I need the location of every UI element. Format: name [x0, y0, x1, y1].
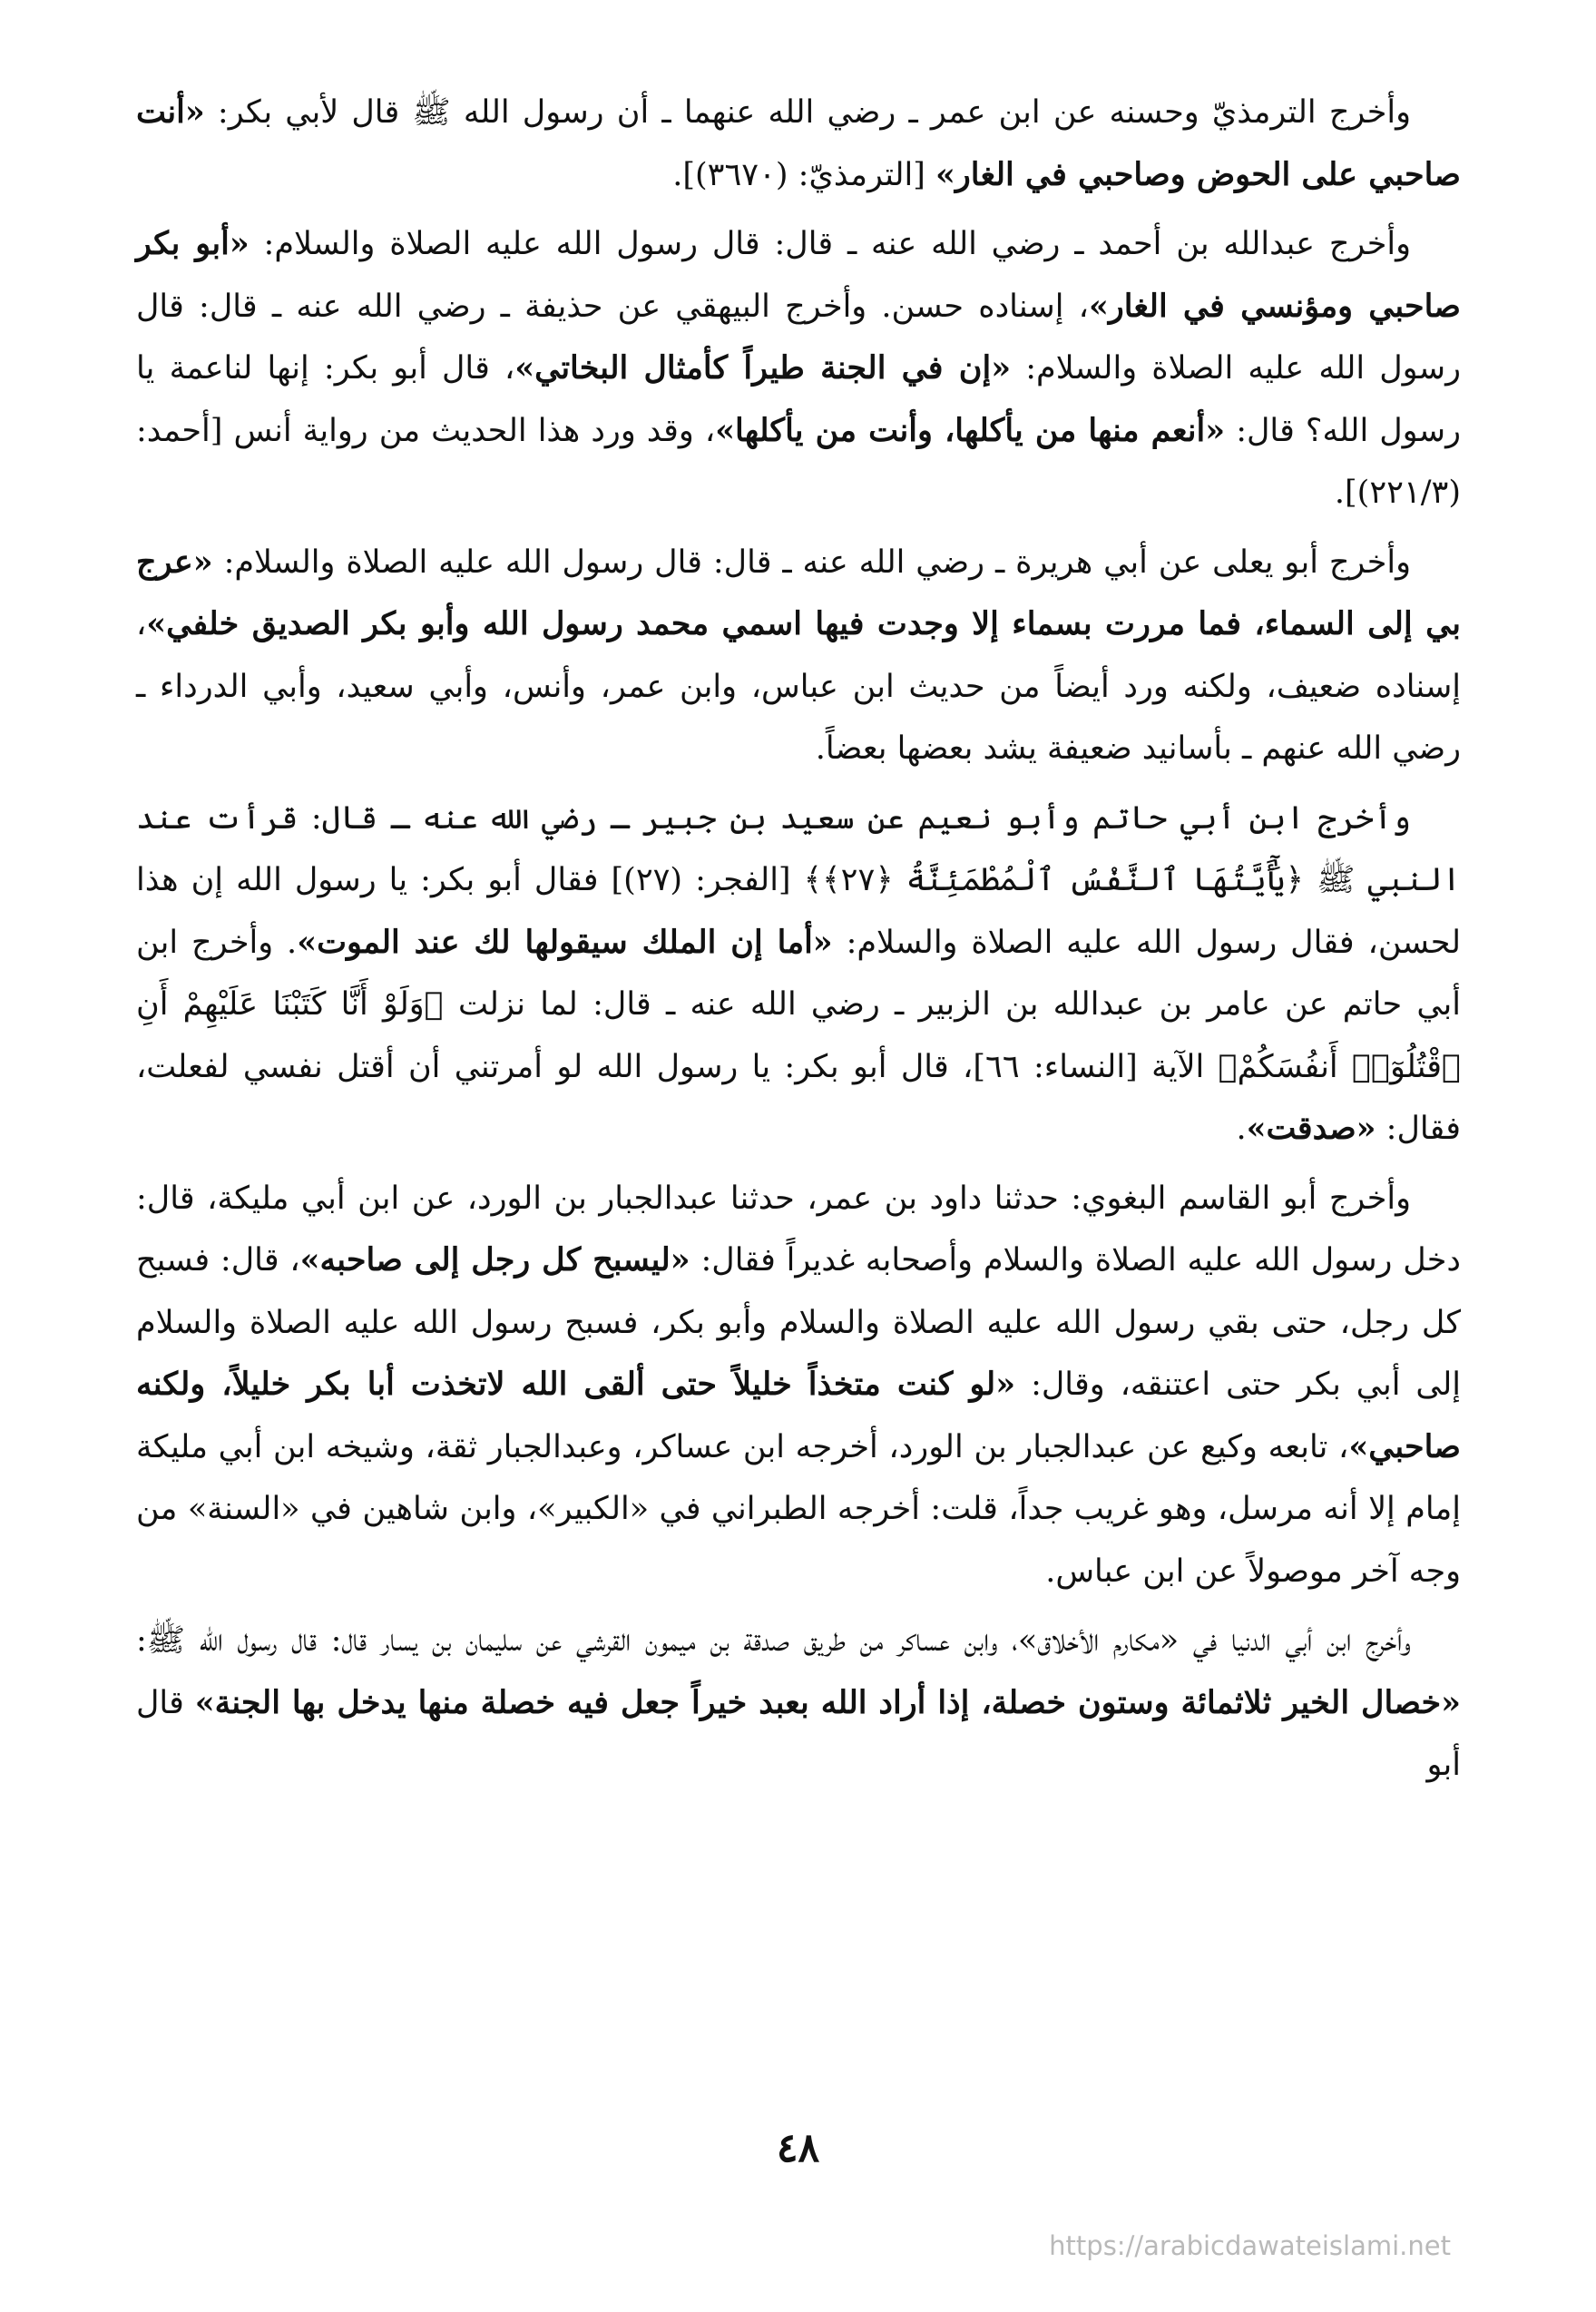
quoted-hadith-text: «ليسبح كل رجل إلى صاحبه»	[299, 1241, 690, 1278]
paragraph	[136, 532, 1461, 780]
paragraph-text: ، وقد ورد هذا الحديث من رواية أنس [أحمد: (٢٢١/٣)].	[136, 412, 1461, 511]
paragraph	[136, 1168, 1461, 1603]
quoted-hadith-text: «صدقت»	[1246, 1110, 1376, 1147]
paragraph-text: . وأخرج ابن أبي حاتم عن عامر بن عبدالله بن الزبير ـ رضي الله عنه ـ قال: لما نزلت ﴿وَلَوْ أَنَّا كَتَبْنَا عَلَيْهِمْ أَنِ ٱقْتُلُوٓا۟ أَنفُسَكُمْ﴾ الآية [النساء: ٦٦]، قال أبو بكر: يا رسول الله لو أمرتني أن أقتل نفسي لفعلت، فقال:	[136, 924, 1461, 1147]
source-url-watermark: https://arabicdawateislami.net	[1049, 2230, 1451, 2261]
paragraph	[136, 1610, 1461, 1797]
paragraph-text: [الترمذيّ: (٣٦٧٠)].	[672, 156, 936, 193]
quoted-hadith-text: «أنت صاحبي على الحوض وصاحبي في الغار»	[136, 93, 1461, 193]
paragraph-text: ، إسناده ضعيف، ولكنه ورد أيضاً من حديث ابن عباس، وابن عمر، وأنس، وأبي سعيد، وأبي الدرداء ـ رضي الله عنهم ـ بأسانيد ضعيفة يشد بعضها بعضاً.	[136, 606, 1461, 767]
paragraph-text: وأخرج أبو القاسم البغوي: حدثنا داود بن عمر، حدثنا عبدالجبار بن الورد، عن ابن أبي مليكة، قال: دخل رسول الله عليه الصلاة والسلام وأصحابه غديراً فقال:	[136, 1180, 1461, 1278]
paragraph-text: ، تابعه وكيع عن عبدالجبار بن الورد، أخرجه ابن عساكر، وعبدالجبار ثقة، وشيخه ابن أبي مليكة إمام إلا أنه مرسل، وهو غريب جداً، قلت: أخرجه الطبراني في «الكبير»، وابن شاهين في «السنة» من وجه آخر موصولاً عن ابن عباس.	[136, 1428, 1461, 1590]
quoted-hadith-text: «أبو بكر صاحبي ومؤنسي في الغار»	[136, 225, 1461, 325]
paragraph-text: وأخرج عبدالله بن أحمد ـ رضي الله عنه ـ قال: قال رسول الله عليه الصلاة والسلام:	[249, 226, 1411, 262]
quoted-hadith-text: «إن في الجنة طيراً كأمثال البخاتي»	[514, 349, 1012, 387]
paragraph-text: وأخرج ابن أبي الدنيا في «مكارم الأخلاق»، وابن عساكر من طريق صدقة بن ميمون القرشي عن سليمان بن يسار قال: قال رسول الله ﷺ:	[136, 1622, 1411, 1659]
quoted-hadith-text: «خصال الخير ثلاثمائة وستون خصلة، إذا أراد الله بعبد خيراً جعل فيه خصلة منها يدخل بها الجنة»	[194, 1683, 1461, 1721]
quoted-hadith-text: «أما إن الملك سيقولها لك عند الموت»	[297, 923, 833, 961]
paragraph-text: وأخرج ابن أبي حاتم وأبو نعيم عن سعيد بن جبير ـ رضي الله عنه ـ قال: قرأت عند النبي ﷺ ﴿يَٰٓأَيَّتُهَا ٱلنَّفْسُ ٱلْمُطْمَئِنَّةُ ﴿٢٧﴾﴾ [الفجر: (٢٧)] فقال أبو بكر: يا رسول الله إن هذا لحسن، فقال رسول الله عليه الصلاة والسلام:	[136, 799, 1461, 961]
paragraph-text: وأخرج أبو يعلى عن أبي هريرة ـ رضي الله عنه ـ قال: قال رسول الله عليه الصلاة والسلام:	[212, 544, 1411, 581]
paragraph	[136, 213, 1461, 524]
quoted-hadith-text: «عرج بي إلى السماء، فما مررت بسماء إلا وجدت فيها اسمي محمد رسول الله وأبو بكر الصديق خلفي»	[136, 543, 1461, 642]
document-body	[136, 82, 1461, 1804]
quoted-hadith-text: «أنعم منها من يأكلها، وأنت من يأكلها»	[715, 411, 1226, 449]
paragraph-text: ، قال أبو بكر: إنها لناعمة يا رسول الله؟ قال:	[136, 350, 1461, 449]
paragraph	[136, 82, 1461, 206]
paragraph-text: .	[1236, 1111, 1247, 1147]
paragraph-text: ، قال: فسبح كل رجل، حتى بقي رسول الله عليه الصلاة والسلام وأبو بكر، فسبح رسول الله عليه الصلاة والسلام إلى أبي بكر حتى اعتنقه، وقال:	[136, 1242, 1461, 1403]
paragraph	[136, 788, 1461, 1161]
paragraph-text: وأخرج الترمذيّ وحسنه عن ابن عمر ـ رضي الله عنهما ـ أن رسول الله ﷺ قال لأبي بكر:	[204, 94, 1411, 131]
quoted-hadith-text: «لو كنت متخذاً خليلاً حتى ألقى الله لاتخذت أبا بكر خليلاً، ولكنه صاحبي»	[136, 1366, 1461, 1465]
paragraph-text: ، إسناده حسن. وأخرج البيهقي عن حذيفة ـ رضي الله عنه ـ قال: قال رسول الله عليه الصلاة والسلام:	[136, 288, 1461, 387]
page-number: ٤٨	[776, 2125, 820, 2171]
paragraph-text: قال أبو	[136, 1684, 1461, 1783]
